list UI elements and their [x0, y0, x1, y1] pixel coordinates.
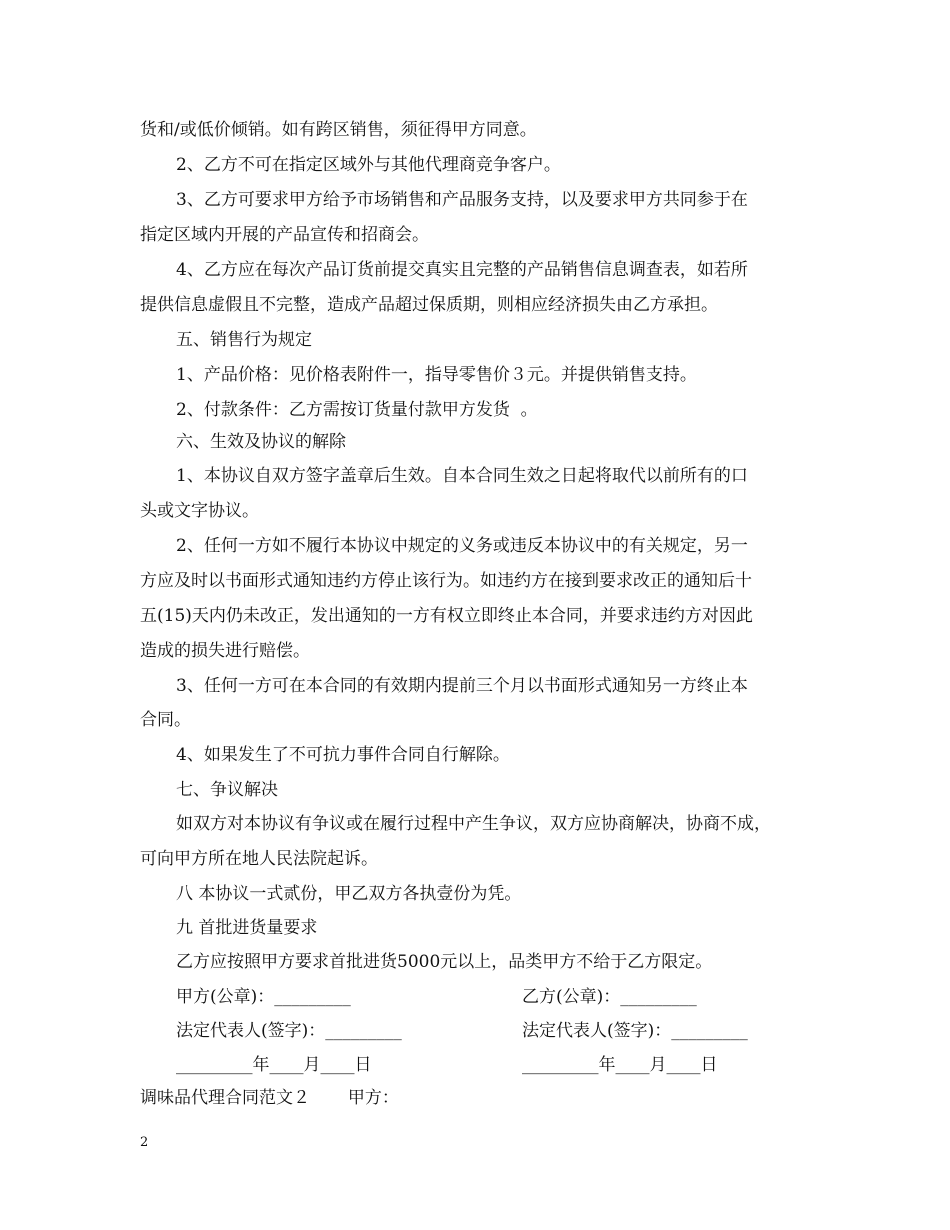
party-a-date-field: _________年____月____日 [176, 1055, 372, 1075]
party-a-representative-field: 法定代表人(签字)：_________ [176, 1021, 402, 1041]
section-heading: 九 首批进货量要求 [176, 918, 318, 938]
paragraph-line: 1、本协议自双方签字盖章后生效。自本合同生效之日起将取代以前所有的口 [176, 466, 748, 486]
page-number: 2 [140, 1135, 149, 1150]
section-heading: 五、销售行为规定 [176, 330, 312, 350]
paragraph-line: 3、任何一方可在本合同的有效期内提前三个月以书面形式通知另一方终止本 [176, 676, 748, 696]
party-b-seal-field: 乙方(公章)：_________ [522, 987, 697, 1007]
paragraph-line: 合同。 [140, 710, 191, 730]
paragraph-line: 乙方应按照甲方要求首批进货5000元以上，品类甲方不给于乙方限定。 [176, 952, 713, 972]
paragraph-line: 提供信息虚假且不完整，造成产品超过保质期，则相应经济损失由乙方承担。 [140, 295, 718, 315]
section-heading: 八 本协议一式贰份，甲乙双方各执壹份为凭。 [176, 884, 522, 904]
party-b-date-field: _________年____月____日 [522, 1055, 718, 1075]
paragraph-line: 1、产品价格：见价格表附件一，指导零售价３元。并提供销售支持。 [176, 365, 697, 385]
paragraph-line: 2、乙方不可在指定区域外与其他代理商竞争客户。 [176, 155, 561, 175]
paragraph-line: 4、如果发生了不可抗力事件合同自行解除。 [176, 745, 510, 765]
paragraph-line: 4、乙方应在每次产品订货前提交真实且完整的产品销售信息调查表，如若所 [176, 260, 748, 280]
party-b-representative-field: 法定代表人(签字)：_________ [522, 1021, 748, 1041]
paragraph-line: 可向甲方所在地人民法院起诉。 [140, 849, 378, 869]
next-document-title: 调味品代理合同范文２ 甲方： [140, 1088, 399, 1108]
paragraph-line: 3、乙方可要求甲方给予市场销售和产品服务支持，以及要求甲方共同参于在 [176, 190, 748, 210]
paragraph-line: 2、任何一方如不履行本协议中规定的义务或违反本协议中的有关规定，另一 [176, 536, 748, 556]
paragraph-line: 如双方对本协议有争议或在履行过程中产生争议，双方应协商解决，协商不成， [176, 814, 771, 834]
paragraph-line: 2、付款条件：乙方需按订货量付款甲方发货 。 [176, 400, 538, 420]
section-heading: 七、争议解决 [176, 780, 278, 800]
paragraph-line: 指定区域内开展的产品宣传和招商会。 [140, 225, 429, 245]
paragraph-line: 造成的损失进行赔偿。 [140, 641, 310, 661]
paragraph-line: 货和/或低价倾销。如有跨区销售，须征得甲方同意。 [140, 120, 537, 140]
paragraph-line: 头或文字协议。 [140, 501, 259, 521]
section-heading: 六、生效及协议的解除 [176, 432, 346, 452]
party-a-seal-field: 甲方(公章)：_________ [176, 987, 351, 1007]
paragraph-line: 方应及时以书面形式通知违约方停止该行为。如违约方在接到要求改正的通知后十 [140, 571, 752, 591]
paragraph-line: 五(15)天内仍未改正，发出通知的一方有权立即终止本合同，并要求违约方对因此 [140, 606, 753, 626]
